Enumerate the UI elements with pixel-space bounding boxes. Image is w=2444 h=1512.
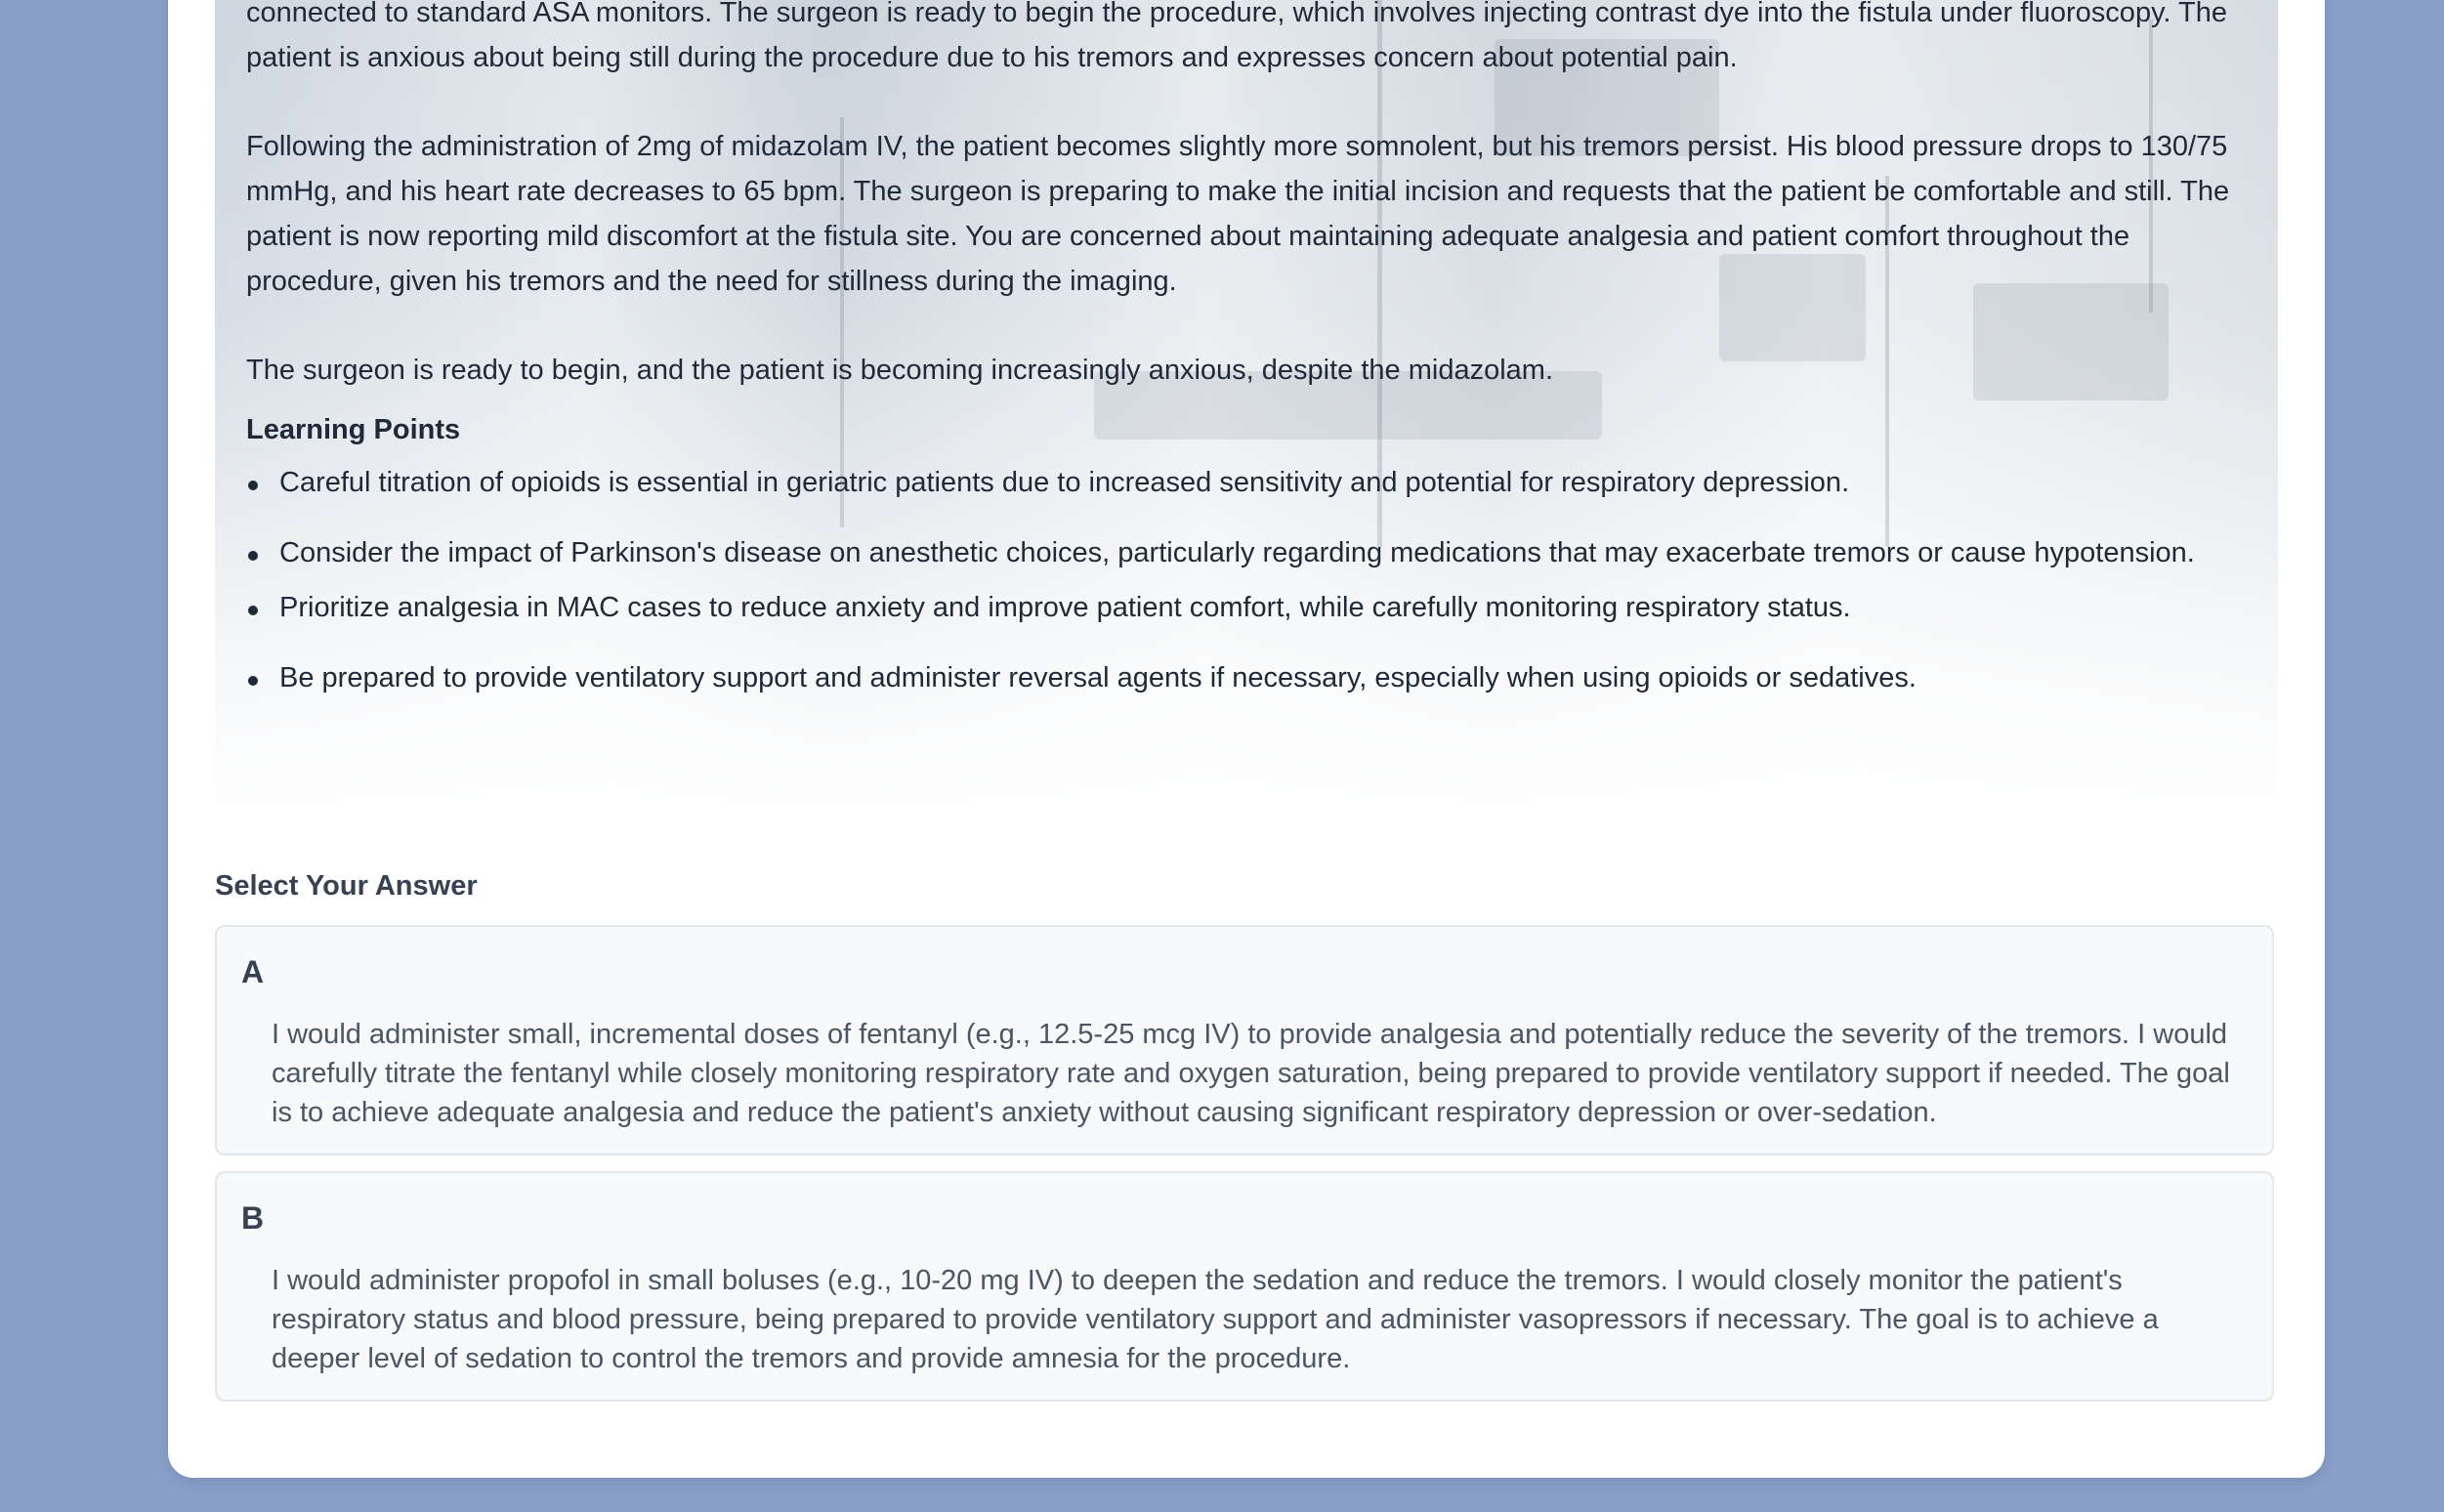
- bullet-icon: [248, 676, 258, 686]
- bullet-icon: [248, 551, 258, 561]
- learning-point-item: [246, 588, 2239, 627]
- option-letter: B: [241, 1200, 265, 1236]
- learning-point-text: Prioritize analgesia in MAC cases to reduce anxiety and improve patient comfort, while carefully monitoring respiratory status.: [279, 592, 1851, 623]
- learning-points-title: Learning Points: [246, 414, 461, 445]
- learning-point-text: Be prepared to provide ventilatory support and administer reversal agents if necessary, especially when using opioids or sedatives.: [279, 662, 1917, 693]
- case-card: [168, 0, 2325, 1478]
- learning-point-item: [246, 463, 2239, 502]
- bullet-icon: [248, 606, 258, 615]
- select-answer-heading: Select Your Answer: [215, 870, 478, 902]
- answer-option-b[interactable]: [215, 1171, 2274, 1402]
- learning-point-item: [246, 533, 2239, 572]
- scenario-paragraph: Following the administration of 2mg of midazolam IV, the patient becomes slightly more somnolent, but his tremors persist. His blood pressure drops to 130/75 mmHg, and his heart rate decreases to 65 bpm. The surgeon is preparing to make the initial incision and requests that the patient be comfortable and still. The patient is now reporting mild discomfort at the fistula site. You are concerned about maintaining adequate analgesia and patient comfort throughout the procedure, given his tremors and the need for stillness during the imaging.: [246, 131, 2230, 297]
- learning-point-text: Careful titration of opioids is essential in geriatric patients due to increased sensitivity and potential for respiratory depression.: [279, 467, 1850, 498]
- bullet-icon: [248, 481, 258, 490]
- scenario-text: [246, 0, 2239, 729]
- option-text: I would administer propofol in small boluses (e.g., 10-20 mg IV) to deepen the sedation and reduce the tremors. I would closely monitor the patient's respiratory status and blood pressure, being prepared to provide ventilatory support and administer vasopressors if necessary. The goal is to achieve a deeper level of sedation to control the tremors and provide amnesia for the procedure.: [272, 1265, 2159, 1374]
- learning-point-text: Consider the impact of Parkinson's disease on anesthetic choices, particularly regarding medications that may exacerbate tremors or cause hypotension.: [279, 537, 2195, 568]
- scenario-paragraph: The surgeon is ready to begin, and the patient is becoming increasingly anxious, despite the midazolam.: [246, 355, 1554, 386]
- option-letter: A: [241, 954, 265, 989]
- learning-point-item: [246, 658, 2239, 697]
- answer-option-a[interactable]: [215, 925, 2274, 1155]
- scenario-paragraph: connected to standard ASA monitors. The surgeon is ready to begin the procedure, which involves injecting contrast dye into the fistula under fluoroscopy. The patient is anxious about being still during the procedure due to his tremors and expresses concern about potential pain.: [246, 0, 2227, 73]
- scenario-panel: [215, 0, 2278, 838]
- option-text: I would administer small, incremental doses of fentanyl (e.g., 12.5-25 mcg IV) to provide analgesia and potentially reduce the severity of the tremors. I would carefully titrate the fentanyl while closely monitoring respiratory rate and oxygen saturation, being prepared to provide ventilatory support if needed. The goal is to achieve adequate analgesia and reduce the patient's anxiety without causing significant respiratory depression or over-sedation.: [272, 1019, 2230, 1128]
- learning-points-list: [246, 463, 2239, 697]
